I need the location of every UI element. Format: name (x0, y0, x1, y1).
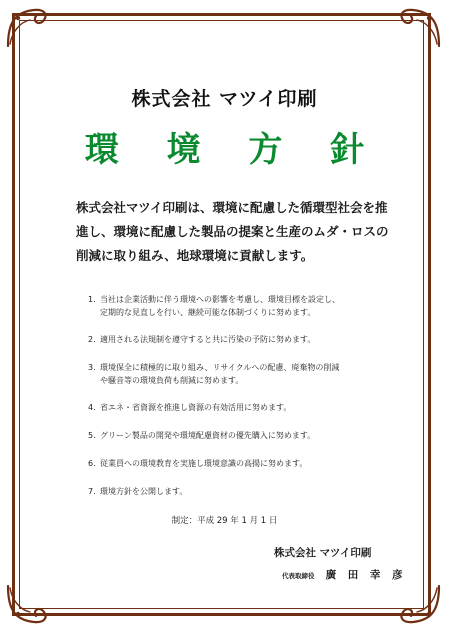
policy-title: 環 境 方 針 (84, 130, 383, 170)
item-text-continued: や騒音等の環境負荷も削減に努めます。 (100, 375, 244, 385)
item-number: 5. (88, 431, 96, 440)
statement-line: 株式会社マツイ印刷は、環境に配慮した循環型社会を推 (76, 200, 388, 215)
statement-line: 削減に取り組み、地球環境に貢献します。 (76, 248, 314, 263)
item-number: 7. (88, 487, 96, 496)
item-number: 3. (88, 363, 96, 372)
corner-ornament-icon (4, 4, 50, 50)
corner-ornament-icon (397, 4, 443, 50)
list-item (88, 334, 388, 347)
policy-statement (76, 196, 389, 268)
corner-ornament-icon (4, 582, 50, 628)
enactment-date: 制定：平成 29 年 1 月 1 日 (171, 516, 278, 526)
company-name-heading: 株式会社 マツイ印刷 (131, 88, 318, 110)
item-text: 従業員への環境教育を実施し環境意識の高揚に努めます。 (100, 459, 308, 468)
signature-company: 株式会社 マツイ印刷 (274, 547, 372, 559)
item-number: 2. (88, 335, 96, 344)
corner-ornament-icon (397, 582, 443, 628)
item-text-continued: 定期的な見直しを行い、継続可能な体制づくりに努めます。 (100, 307, 316, 317)
list-item (88, 458, 388, 471)
list-item (88, 402, 388, 415)
item-number: 6. (88, 459, 96, 468)
list-item (88, 430, 388, 443)
item-number: 1. (88, 295, 96, 304)
item-text: 当社は企業活動に伴う環境への影響を考慮し、環境目標を設定し、 (100, 295, 340, 304)
item-text: 適用される法規制を遵守すると共に汚染の予防に努めます。 (100, 335, 316, 344)
item-text: 省エネ・省資源を推進し資源の有効活用に努めます。 (100, 403, 292, 412)
item-text: 環境方針を公開します。 (100, 487, 188, 496)
item-text: グリーン製品の開発や環境配慮資材の優先購入に努めます。 (100, 431, 316, 440)
item-number: 4. (88, 403, 96, 412)
signature-block (282, 563, 407, 582)
statement-line: 進し、環境に配慮した製品の提案と生産のムダ・ロスの (76, 224, 389, 239)
list-item (88, 486, 388, 499)
signature-role: 代表取締役 (282, 572, 315, 580)
list-item (88, 294, 388, 319)
signature-name: 廣 田 幸 彦 (325, 569, 407, 581)
list-item (88, 362, 388, 387)
item-text: 環境保全に積極的に取り組み、リサイクルへの配慮、廃棄物の削減 (100, 363, 340, 372)
